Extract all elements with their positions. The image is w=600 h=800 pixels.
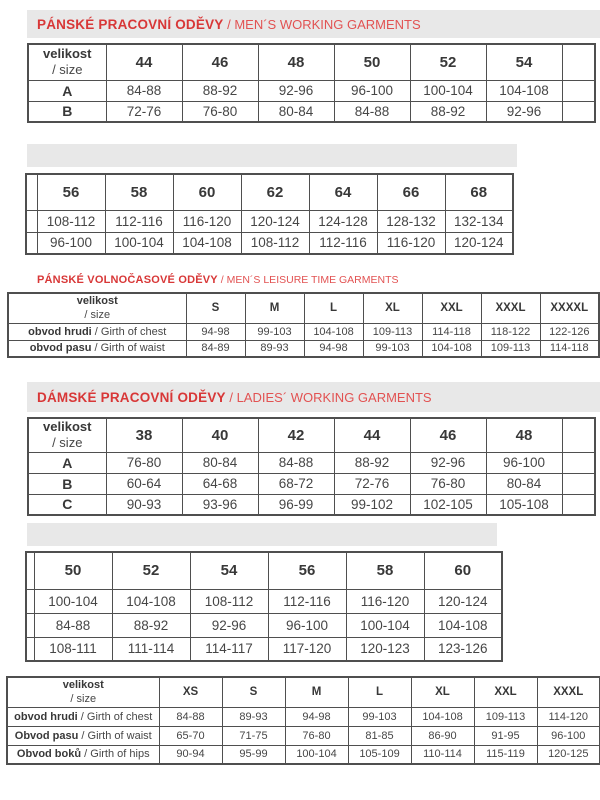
size-label-en: / size: [52, 435, 83, 451]
row-label-cell: B: [28, 473, 106, 494]
size-column-header: 54: [486, 44, 562, 80]
size-value-cell: 76-80: [106, 452, 182, 473]
separator-band: [27, 523, 497, 546]
size-column-header: XXL: [474, 677, 537, 707]
size-value-cell: 102-105: [410, 494, 486, 515]
size-value-cell: 112-116: [309, 232, 377, 254]
size-value-cell: 120-124: [445, 232, 513, 254]
size-value-cell: 114-117: [190, 637, 268, 661]
row-label-cell: [7, 745, 159, 764]
size-value-cell: 108-111: [34, 637, 112, 661]
size-label-cell: [8, 293, 186, 323]
row-label-cell: A: [28, 452, 106, 473]
table-row: [7, 707, 600, 726]
size-value-cell: 80-84: [258, 101, 334, 122]
size-label-cell: [7, 677, 159, 707]
row-label-cell: [8, 323, 186, 340]
size-column-header: 48: [258, 44, 334, 80]
cut-off-cell: [562, 494, 595, 515]
size-column-header: 56: [37, 174, 105, 210]
size-value-cell: 100-104: [285, 745, 348, 764]
row-label-en: / Girth of waist: [78, 729, 152, 742]
size-column-header: 58: [346, 552, 424, 589]
size-column-header: 50: [334, 44, 410, 80]
size-column-header: L: [348, 677, 411, 707]
size-value-cell: 92-96: [486, 101, 562, 122]
size-value-cell: 116-120: [377, 232, 445, 254]
cut-off-cell: [26, 174, 37, 210]
size-value-cell: 100-104: [410, 80, 486, 101]
size-column-header: XL: [411, 677, 474, 707]
mens-sizes-56-68-table: [25, 173, 514, 255]
size-value-cell: 99-103: [363, 340, 422, 357]
size-value-cell: 84-88: [159, 707, 222, 726]
size-value-cell: 110-114: [411, 745, 474, 764]
row-label-cz: Obvod boků: [16, 748, 82, 761]
ladies-sizes-50-60-table: [25, 551, 503, 662]
size-value-cell: 84-89: [186, 340, 245, 357]
cut-off-cell: [26, 232, 37, 254]
size-column-header: S: [186, 293, 245, 323]
size-column-header: XXXL: [481, 293, 540, 323]
size-column-header: 58: [105, 174, 173, 210]
size-label-en: / size: [84, 309, 111, 322]
size-value-cell: 71-75: [222, 726, 285, 745]
size-value-cell: 84-88: [334, 101, 410, 122]
size-value-cell: 84-88: [34, 613, 112, 637]
size-value-cell: 122-126: [540, 323, 599, 340]
size-value-cell: 100-104: [105, 232, 173, 254]
size-value-cell: 80-84: [182, 452, 258, 473]
size-value-cell: 128-132: [377, 210, 445, 232]
size-value-cell: 116-120: [173, 210, 241, 232]
size-value-cell: 108-112: [37, 210, 105, 232]
size-label-cell: [28, 44, 106, 80]
section-title-cz: DÁMSKÉ PRACOVNÍ ODĚVY: [37, 389, 226, 405]
size-column-header: 60: [424, 552, 502, 589]
size-value-cell: 114-118: [540, 340, 599, 357]
size-value-cell: 100-104: [34, 589, 112, 613]
table-row: [28, 473, 595, 494]
mens-sizes-44-54-table: [27, 43, 596, 123]
size-label-cz: velikost: [62, 679, 104, 691]
row-label-cell: [7, 707, 159, 726]
size-value-cell: 95-99: [222, 745, 285, 764]
size-column-header: XXL: [422, 293, 481, 323]
ladies-measurements-table: [6, 676, 600, 765]
size-column-header: 52: [112, 552, 190, 589]
section-title-cz: PÁNSKÉ VOLNOČASOVÉ ODĚVY: [37, 274, 218, 286]
size-value-cell: 81-85: [348, 726, 411, 745]
table-row: [26, 589, 502, 613]
size-value-cell: 88-92: [410, 101, 486, 122]
size-value-cell: 132-134: [445, 210, 513, 232]
size-column-header: 52: [410, 44, 486, 80]
size-value-cell: 92-96: [190, 613, 268, 637]
size-value-cell: 115-119: [474, 745, 537, 764]
size-column-header: M: [245, 293, 304, 323]
size-value-cell: 104-108: [424, 613, 502, 637]
size-value-cell: 100-104: [346, 613, 424, 637]
size-column-header: 42: [258, 418, 334, 452]
size-value-cell: 91-95: [474, 726, 537, 745]
size-value-cell: 94-98: [304, 340, 363, 357]
size-value-cell: 94-98: [285, 707, 348, 726]
size-value-cell: 105-109: [348, 745, 411, 764]
size-value-cell: 108-112: [241, 232, 309, 254]
section-title-en: / MEN´S LEISURE TIME GARMENTS: [217, 274, 399, 286]
size-column-header: 50: [34, 552, 112, 589]
row-label-en: / Girth of waist: [91, 342, 165, 355]
size-column-header: S: [222, 677, 285, 707]
size-value-cell: 89-93: [222, 707, 285, 726]
size-value-cell: 109-113: [363, 323, 422, 340]
size-value-cell: 96-100: [537, 726, 600, 745]
size-value-cell: 90-94: [159, 745, 222, 764]
row-label-cell: B: [28, 101, 106, 122]
size-value-cell: 104-108: [112, 589, 190, 613]
size-value-cell: 120-124: [424, 589, 502, 613]
size-value-cell: 108-112: [190, 589, 268, 613]
table-row: [7, 745, 600, 764]
cut-off-cell: [562, 80, 595, 101]
size-value-cell: 84-88: [106, 80, 182, 101]
size-value-cell: 88-92: [182, 80, 258, 101]
size-value-cell: 89-93: [245, 340, 304, 357]
size-value-cell: 123-126: [424, 637, 502, 661]
size-value-cell: 86-90: [411, 726, 474, 745]
section-title-en: / LADIES´ WORKING GARMENTS: [225, 389, 432, 405]
size-value-cell: 99-103: [245, 323, 304, 340]
table-row: [28, 494, 595, 515]
size-column-header: XXXL: [537, 677, 600, 707]
cut-off-cell: [26, 589, 34, 613]
mens-working-title-bar: [27, 10, 600, 38]
size-label-cz: velikost: [76, 295, 118, 307]
size-column-header: 56: [268, 552, 346, 589]
size-value-cell: 92-96: [410, 452, 486, 473]
size-value-cell: 105-108: [486, 494, 562, 515]
cut-off-cell: [562, 452, 595, 473]
row-label-cell: A: [28, 80, 106, 101]
size-value-cell: 76-80: [285, 726, 348, 745]
size-label-cz: velikost: [43, 419, 92, 434]
size-label-en: / size: [52, 62, 83, 78]
row-label-cz: obvod hrudi: [28, 325, 92, 338]
size-value-cell: 112-116: [268, 589, 346, 613]
table-row: [26, 613, 502, 637]
size-value-cell: 93-96: [182, 494, 258, 515]
size-value-cell: 96-100: [334, 80, 410, 101]
size-value-cell: 109-113: [474, 707, 537, 726]
row-label-cell: C: [28, 494, 106, 515]
size-column-header: 44: [106, 44, 182, 80]
size-value-cell: 96-99: [258, 494, 334, 515]
row-label-en: / Girth of hips: [81, 748, 150, 761]
size-value-cell: 65-70: [159, 726, 222, 745]
size-value-cell: 104-108: [304, 323, 363, 340]
size-value-cell: 80-84: [486, 473, 562, 494]
size-value-cell: 60-64: [106, 473, 182, 494]
size-value-cell: 96-100: [37, 232, 105, 254]
size-value-cell: 114-118: [422, 323, 481, 340]
size-column-header: XS: [159, 677, 222, 707]
size-value-cell: 96-100: [486, 452, 562, 473]
size-value-cell: 120-123: [346, 637, 424, 661]
cut-off-cell: [26, 210, 37, 232]
size-value-cell: 120-124: [241, 210, 309, 232]
size-value-cell: 104-108: [486, 80, 562, 101]
size-value-cell: 99-103: [348, 707, 411, 726]
section-title-cz: PÁNSKÉ PRACOVNÍ ODĚVY: [37, 16, 224, 32]
cut-off-cell: [562, 101, 595, 122]
table-row: [26, 210, 513, 232]
size-value-cell: 109-113: [481, 340, 540, 357]
cut-off-cell: [562, 473, 595, 494]
size-value-cell: 88-92: [112, 613, 190, 637]
size-value-cell: 114-120: [537, 707, 600, 726]
size-column-header: 40: [182, 418, 258, 452]
size-value-cell: 84-88: [258, 452, 334, 473]
cut-off-cell: [562, 418, 595, 452]
size-column-header: 64: [309, 174, 377, 210]
mens-leisure-title: [37, 270, 399, 288]
size-value-cell: 72-76: [334, 473, 410, 494]
size-column-header: 44: [334, 418, 410, 452]
size-value-cell: 72-76: [106, 101, 182, 122]
cut-off-cell: [562, 44, 595, 80]
size-column-header: XL: [363, 293, 422, 323]
cut-off-cell: [26, 637, 34, 661]
size-column-header: M: [285, 677, 348, 707]
table-row: [28, 80, 595, 101]
size-column-header: 46: [182, 44, 258, 80]
size-value-cell: 92-96: [258, 80, 334, 101]
row-label-en: / Girth of chest: [77, 710, 153, 723]
table-row: [28, 101, 595, 122]
size-value-cell: 124-128: [309, 210, 377, 232]
size-value-cell: 111-114: [112, 637, 190, 661]
row-label-cell: [7, 726, 159, 745]
size-value-cell: 76-80: [182, 101, 258, 122]
ladies-working-title-bar: [27, 382, 600, 412]
row-label-en: / Girth of chest: [91, 325, 167, 338]
mens-leisure-table: [7, 292, 600, 358]
ladies-sizes-38-48-table: [27, 417, 596, 516]
size-value-cell: 90-93: [106, 494, 182, 515]
table-row: [8, 340, 599, 357]
size-value-cell: 104-108: [411, 707, 474, 726]
table-row: [8, 323, 599, 340]
size-label-cz: velikost: [43, 46, 92, 61]
size-value-cell: 68-72: [258, 473, 334, 494]
size-value-cell: 94-98: [186, 323, 245, 340]
size-label-cell: [28, 418, 106, 452]
size-value-cell: 117-120: [268, 637, 346, 661]
size-value-cell: 76-80: [410, 473, 486, 494]
size-value-cell: 99-102: [334, 494, 410, 515]
size-column-header: XXXXL: [540, 293, 599, 323]
size-value-cell: 88-92: [334, 452, 410, 473]
size-column-header: 68: [445, 174, 513, 210]
size-column-header: 38: [106, 418, 182, 452]
row-label-cell: [8, 340, 186, 357]
size-column-header: 54: [190, 552, 268, 589]
table-row: [26, 637, 502, 661]
cut-off-cell: [26, 552, 34, 589]
size-column-header: 62: [241, 174, 309, 210]
size-value-cell: 96-100: [268, 613, 346, 637]
size-column-header: 48: [486, 418, 562, 452]
size-value-cell: 116-120: [346, 589, 424, 613]
row-label-cz: obvod pasu: [29, 342, 92, 355]
cut-off-cell: [26, 613, 34, 637]
size-value-cell: 112-116: [105, 210, 173, 232]
size-value-cell: 104-108: [173, 232, 241, 254]
row-label-cz: Obvod pasu: [14, 729, 79, 742]
size-column-header: 60: [173, 174, 241, 210]
size-value-cell: 64-68: [182, 473, 258, 494]
size-column-header: L: [304, 293, 363, 323]
row-label-cz: obvod hrudi: [14, 710, 78, 723]
separator-band: [27, 144, 517, 167]
size-value-cell: 120-125: [537, 745, 600, 764]
section-title-en: / MEN´S WORKING GARMENTS: [223, 16, 421, 32]
size-label-en: / size: [70, 693, 97, 706]
size-value-cell: 118-122: [481, 323, 540, 340]
size-value-cell: 104-108: [422, 340, 481, 357]
size-column-header: 46: [410, 418, 486, 452]
table-row: [7, 726, 600, 745]
table-row: [28, 452, 595, 473]
table-row: [26, 232, 513, 254]
size-column-header: 66: [377, 174, 445, 210]
